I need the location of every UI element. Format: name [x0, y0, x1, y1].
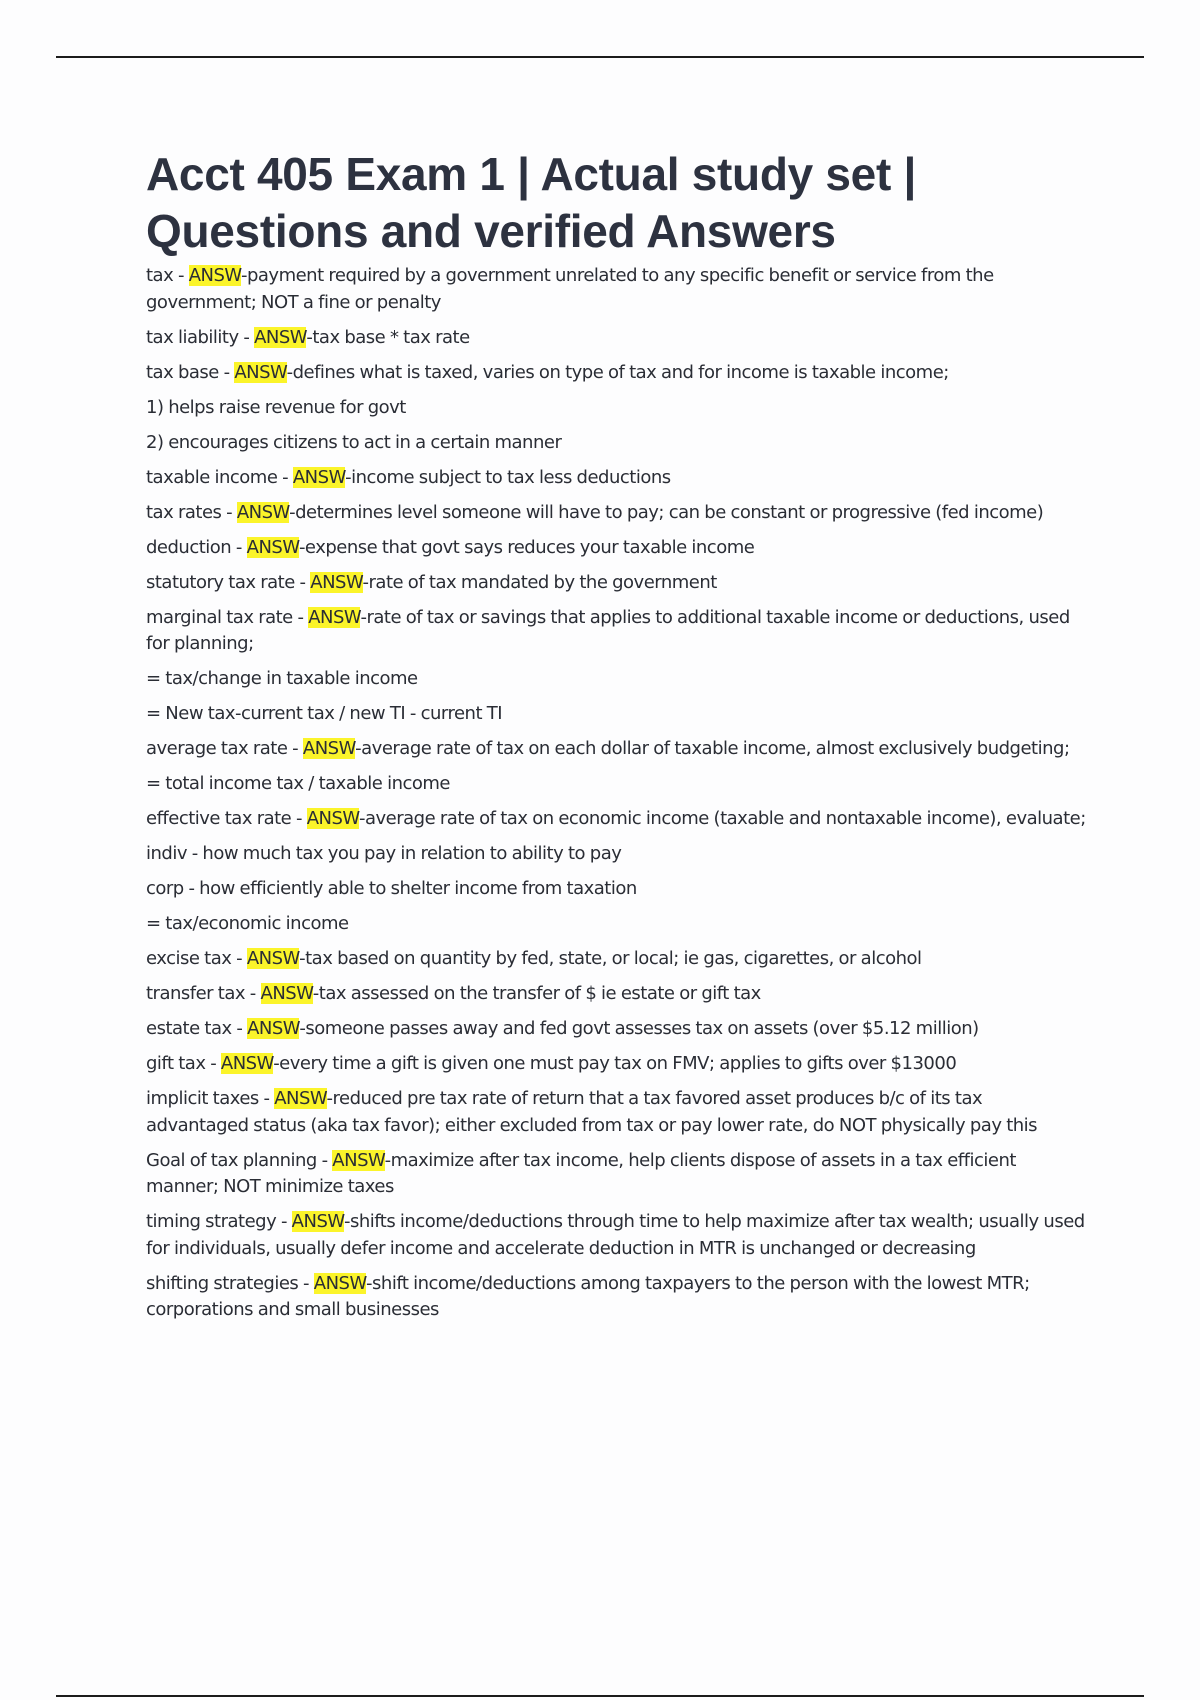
entry-term: statutory tax rate - — [146, 571, 311, 593]
list-item — [146, 500, 1086, 527]
list-item — [146, 771, 1086, 798]
entry-text: -tax base * tax rate — [306, 326, 470, 348]
answer-marker-highlight: ANSW — [291, 1211, 344, 1232]
entry-text: -expense that govt says reduces your taxable income — [298, 536, 755, 558]
entry-term: tax - — [146, 265, 189, 286]
entry-term: shifting strategies - — [146, 1272, 314, 1294]
list-item — [146, 263, 1086, 316]
entry-term: marginal tax rate - — [146, 606, 309, 628]
document-body — [146, 146, 1086, 1332]
list-item — [146, 535, 1086, 562]
answer-marker-highlight: ANSW — [308, 606, 361, 628]
list-item — [146, 1016, 1086, 1043]
answer-marker-highlight: ANSW — [188, 265, 241, 286]
list-item — [146, 1148, 1086, 1201]
entry-term: average tax rate - — [146, 738, 303, 759]
answer-marker-highlight: ANSW — [260, 983, 313, 1004]
list-item — [146, 736, 1086, 763]
answer-marker-highlight: ANSW — [332, 1149, 385, 1171]
list-item — [146, 1209, 1086, 1262]
entry-text: -defines what is taxed, varies on type of tax and for income is taxable income; — [286, 361, 949, 383]
list-item — [146, 360, 1086, 387]
entry-text: -tax based on quantity by fed, state, or local; ie gas, cigarettes, or alcohol — [299, 948, 922, 969]
list-item — [146, 701, 1086, 728]
answer-marker-highlight: ANSW — [234, 361, 287, 383]
entry-text: -reduced pre tax rate of return that a tax favored asset produces b/c of its tax advantaged status (aka tax favor); either excluded from tax or pay lower rate, do NOT physically pay this — [146, 1088, 1038, 1136]
entry-text: -shifts income/deductions through time to help maximize after tax wealth; usually used for individuals, usually defer income and accelerate deduction in MTR is unchanged or decreasing — [146, 1211, 1085, 1259]
list-item — [146, 1051, 1086, 1078]
entry-list — [146, 263, 1086, 1324]
list-item — [146, 1271, 1086, 1324]
entry-term: deduction - — [146, 536, 247, 558]
entry-text: indiv - how much tax you pay in relation to ability to pay — [146, 843, 622, 864]
entry-text: = tax/change in taxable income — [146, 668, 418, 689]
entry-text: = New tax-current tax / new TI - current TI — [146, 703, 503, 724]
list-item — [146, 981, 1086, 1008]
list-item — [146, 911, 1086, 938]
answer-marker-highlight: ANSW — [306, 808, 359, 829]
entry-text: -rate of tax or savings that applies to additional taxable income or deductions, used for planning; — [146, 606, 1070, 654]
entry-text: -payment required by a government unrelated to any specific benefit or service from the government; NOT a fine or penalty — [146, 265, 994, 313]
entry-term: effective tax rate - — [146, 808, 307, 829]
entry-term: tax rates - — [146, 501, 237, 523]
list-item — [146, 946, 1086, 973]
list-item — [146, 605, 1086, 658]
entry-text: = tax/economic income — [146, 913, 349, 934]
entry-term: gift tax - — [146, 1053, 221, 1074]
answer-marker-highlight: ANSW — [313, 1272, 367, 1294]
answer-marker-highlight: ANSW — [246, 948, 300, 969]
entry-term: timing strategy - — [146, 1211, 292, 1232]
entry-text: -maximize after tax income, help clients dispose of assets in a tax efficient manner; NOT minimize taxes — [146, 1149, 1016, 1197]
document-title: Acct 405 Exam 1 | Actual study set | Questions and verified Answers — [146, 148, 917, 257]
entry-text: 2) encourages citizens to act in a certain manner — [146, 431, 562, 453]
answer-marker-highlight: ANSW — [254, 326, 307, 348]
list-item — [146, 465, 1086, 492]
list-item — [146, 876, 1086, 903]
entry-text: 1) helps raise revenue for govt — [146, 396, 406, 418]
entry-text: -tax assessed on the transfer of $ ie estate or gift tax — [312, 983, 761, 1004]
answer-marker-highlight: ANSW — [274, 1088, 327, 1109]
entry-text: -income subject to tax less deductions — [345, 466, 671, 488]
entry-term: taxable income - — [146, 466, 293, 488]
entry-term: Goal of tax planning - — [146, 1149, 333, 1171]
list-item — [146, 841, 1086, 868]
list-item — [146, 395, 1086, 422]
list-item — [146, 570, 1086, 597]
entry-text: = total income tax / taxable income — [146, 773, 451, 794]
list-item — [146, 430, 1086, 457]
entry-term: implicit taxes - — [146, 1088, 275, 1109]
answer-marker-highlight: ANSW — [236, 501, 290, 523]
entry-term: estate tax - — [146, 1018, 248, 1039]
entry-term: transfer tax - — [146, 983, 261, 1004]
entry-text: -average rate of tax on economic income (taxable and nontaxable income), evaluate; — [358, 808, 1086, 829]
top-rule — [56, 56, 1144, 58]
answer-marker-highlight: ANSW — [302, 738, 356, 759]
answer-marker-highlight: ANSW — [292, 466, 346, 488]
list-item — [146, 325, 1086, 352]
entry-term: tax liability - — [146, 326, 255, 348]
entry-text: -rate of tax mandated by the government — [362, 571, 717, 593]
bottom-rule — [56, 1695, 1144, 1697]
entry-text: -shift income/deductions among taxpayers to the person with the lowest MTR; corporations and small businesses — [146, 1272, 1030, 1320]
answer-marker-highlight: ANSW — [246, 536, 299, 558]
answer-marker-highlight: ANSW — [247, 1018, 300, 1039]
entry-term: tax base - — [146, 361, 235, 383]
entry-text: -every time a gift is given one must pay tax on FMV; applies to gifts over $13000 — [273, 1053, 957, 1074]
answer-marker-highlight: ANSW — [310, 571, 363, 593]
entry-text: -average rate of tax on each dollar of taxable income, almost exclusively budgeting; — [355, 738, 1070, 759]
entry-text: -determines level someone will have to pay; can be constant or progressive (fed income) — [289, 501, 1044, 523]
list-item — [146, 666, 1086, 693]
list-item — [146, 1086, 1086, 1139]
entry-term: excise tax - — [146, 948, 247, 969]
entry-text: corp - how efficiently able to shelter income from taxation — [146, 878, 637, 899]
entry-text: -someone passes away and fed govt assesses tax on assets (over $5.12 million) — [299, 1018, 979, 1039]
list-item — [146, 806, 1086, 833]
answer-marker-highlight: ANSW — [220, 1053, 274, 1074]
